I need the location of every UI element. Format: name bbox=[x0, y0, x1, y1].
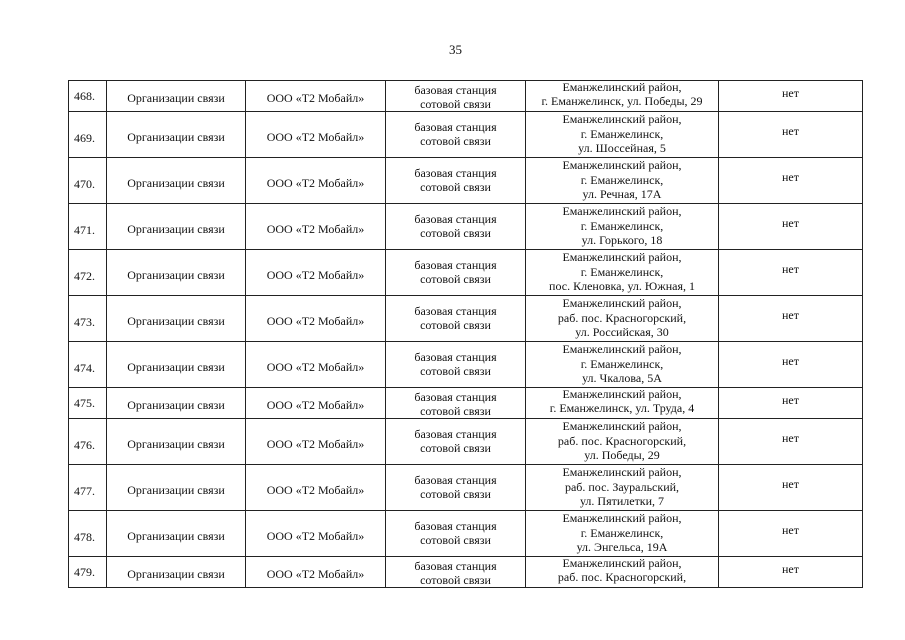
row-number: 476. bbox=[69, 419, 107, 465]
object-line: базовая станция bbox=[414, 166, 497, 180]
object-cell bbox=[386, 465, 526, 511]
register-table-body bbox=[69, 81, 863, 588]
table-row bbox=[69, 250, 863, 296]
category-cell: Организации связи bbox=[107, 296, 246, 342]
organization-cell: ООО «Т2 Мобайл» bbox=[246, 250, 386, 296]
value-cell: нет bbox=[719, 81, 863, 112]
address-line: Еманжелинский район, bbox=[562, 419, 682, 433]
organization-cell: ООО «Т2 Мобайл» bbox=[246, 342, 386, 388]
row-number: 475. bbox=[69, 388, 107, 419]
address-line: г. Еманжелинск, bbox=[580, 356, 664, 371]
address-line: ул. Энгельса, 19А bbox=[576, 540, 668, 554]
table-row bbox=[69, 296, 863, 342]
row-number: 471. bbox=[69, 204, 107, 250]
object-cell bbox=[386, 204, 526, 250]
category-cell: Организации связи bbox=[107, 557, 246, 588]
table-row bbox=[69, 557, 863, 588]
value-cell: нет bbox=[719, 250, 863, 296]
row-number: 469. bbox=[69, 112, 107, 158]
register-table bbox=[68, 80, 863, 588]
address-line: Еманжелинский район, bbox=[562, 204, 682, 218]
table-row bbox=[69, 204, 863, 250]
object-line: базовая станция bbox=[414, 390, 497, 404]
category-cell: Организации связи bbox=[107, 342, 246, 388]
address-cell bbox=[526, 342, 719, 388]
table-row bbox=[69, 112, 863, 158]
value-cell: нет bbox=[719, 112, 863, 158]
address-line: Еманжелинский район, bbox=[562, 250, 682, 264]
value-cell: нет bbox=[719, 419, 863, 465]
organization-cell: ООО «Т2 Мобайл» bbox=[246, 388, 386, 419]
value-cell: нет bbox=[719, 158, 863, 204]
value-cell: нет bbox=[719, 557, 863, 588]
address-cell bbox=[526, 388, 719, 419]
organization-cell: ООО «Т2 Мобайл» bbox=[246, 557, 386, 588]
organization-cell: ООО «Т2 Мобайл» bbox=[246, 296, 386, 342]
category-cell: Организации связи bbox=[107, 158, 246, 204]
table-row bbox=[69, 158, 863, 204]
address-cell bbox=[526, 204, 719, 250]
address-line: ул. Российская, 30 bbox=[575, 325, 669, 339]
address-line: г. Еманжелинск, bbox=[580, 172, 664, 187]
address-line: ул. Пятилетки, 7 bbox=[579, 494, 665, 508]
object-cell bbox=[386, 296, 526, 342]
value-cell: нет bbox=[719, 511, 863, 557]
address-line: г. Еманжелинск, bbox=[580, 126, 664, 141]
address-line: раб. пос. Красногорский, bbox=[557, 433, 687, 448]
address-line: г. Еманжелинск, bbox=[580, 218, 664, 233]
table-row bbox=[69, 342, 863, 388]
category-cell: Организации связи bbox=[107, 204, 246, 250]
table-row bbox=[69, 419, 863, 465]
table-row bbox=[69, 81, 863, 112]
object-cell bbox=[386, 112, 526, 158]
object-line: сотовой связи bbox=[420, 533, 491, 547]
address-line: ул. Речная, 17А bbox=[582, 187, 662, 201]
object-line: сотовой связи bbox=[420, 404, 491, 418]
row-number: 472. bbox=[69, 250, 107, 296]
row-number: 479. bbox=[69, 557, 107, 588]
address-line: Еманжелинский район, bbox=[562, 80, 682, 94]
object-line: сотовой связи bbox=[420, 97, 491, 111]
object-line: базовая станция bbox=[414, 258, 497, 272]
address-line: ул. Шоссейная, 5 bbox=[578, 141, 666, 155]
row-number: 473. bbox=[69, 296, 107, 342]
row-number: 470. bbox=[69, 158, 107, 204]
address-cell bbox=[526, 511, 719, 557]
address-line: ул. Победы, 29 bbox=[584, 448, 660, 462]
address-line: г. Еманжелинск, ул. Труда, 4 bbox=[549, 400, 695, 415]
address-cell bbox=[526, 419, 719, 465]
object-line: базовая станция bbox=[414, 473, 497, 487]
organization-cell: ООО «Т2 Мобайл» bbox=[246, 465, 386, 511]
object-line: базовая станция bbox=[414, 83, 497, 97]
table-row bbox=[69, 465, 863, 511]
object-line: сотовой связи bbox=[420, 272, 491, 286]
address-line: г. Еманжелинск, bbox=[580, 264, 664, 279]
value-cell: нет bbox=[719, 296, 863, 342]
row-number: 477. bbox=[69, 465, 107, 511]
category-cell: Организации связи bbox=[107, 465, 246, 511]
address-line: ул. Чкалова, 5А bbox=[582, 371, 662, 385]
organization-cell: ООО «Т2 Мобайл» bbox=[246, 81, 386, 112]
object-cell bbox=[386, 388, 526, 419]
object-cell bbox=[386, 81, 526, 112]
category-cell: Организации связи bbox=[107, 388, 246, 419]
organization-cell: ООО «Т2 Мобайл» bbox=[246, 511, 386, 557]
address-line: раб. пос. Зауральский, bbox=[564, 479, 680, 494]
object-line: сотовой связи bbox=[420, 441, 491, 455]
organization-cell: ООО «Т2 Мобайл» bbox=[246, 112, 386, 158]
category-cell: Организации связи bbox=[107, 419, 246, 465]
object-line: сотовой связи bbox=[420, 573, 491, 587]
object-line: сотовой связи bbox=[420, 180, 491, 194]
category-cell: Организации связи bbox=[107, 81, 246, 112]
table-row bbox=[69, 388, 863, 419]
category-cell: Организации связи bbox=[107, 112, 246, 158]
address-line: Еманжелинский район, bbox=[562, 342, 682, 356]
address-line: г. Еманжелинск, bbox=[580, 525, 664, 540]
address-line: Еманжелинский район, bbox=[562, 112, 682, 126]
address-line: г. Еманжелинск, ул. Победы, 29 bbox=[541, 93, 703, 108]
organization-cell: ООО «Т2 Мобайл» bbox=[246, 158, 386, 204]
row-number: 468. bbox=[69, 81, 107, 112]
row-number: 474. bbox=[69, 342, 107, 388]
object-cell bbox=[386, 342, 526, 388]
object-line: базовая станция bbox=[414, 427, 497, 441]
value-cell: нет bbox=[719, 465, 863, 511]
object-line: базовая станция bbox=[414, 350, 497, 364]
address-cell bbox=[526, 250, 719, 296]
address-line: Еманжелинский район, bbox=[562, 296, 682, 310]
value-cell: нет bbox=[719, 388, 863, 419]
value-cell: нет bbox=[719, 342, 863, 388]
object-line: базовая станция bbox=[414, 559, 497, 573]
address-line: раб. пос. Красногорский, bbox=[557, 310, 687, 325]
object-cell bbox=[386, 419, 526, 465]
address-line: Еманжелинский район, bbox=[562, 511, 682, 525]
object-line: базовая станция bbox=[414, 304, 497, 318]
address-cell bbox=[526, 296, 719, 342]
address-cell bbox=[526, 81, 719, 112]
object-cell bbox=[386, 158, 526, 204]
address-line: Еманжелинский район, bbox=[562, 556, 682, 570]
object-line: сотовой связи bbox=[420, 226, 491, 240]
value-cell: нет bbox=[719, 204, 863, 250]
object-cell bbox=[386, 250, 526, 296]
address-cell bbox=[526, 557, 719, 588]
address-line: ул. Горького, 18 bbox=[581, 233, 663, 247]
address-cell bbox=[526, 158, 719, 204]
address-cell bbox=[526, 112, 719, 158]
object-line: сотовой связи bbox=[420, 364, 491, 378]
address-line: Еманжелинский район, bbox=[562, 158, 682, 172]
object-line: сотовой связи bbox=[420, 318, 491, 332]
object-line: сотовой связи bbox=[420, 487, 491, 501]
object-line: базовая станция bbox=[414, 519, 497, 533]
category-cell: Организации связи bbox=[107, 250, 246, 296]
organization-cell: ООО «Т2 Мобайл» bbox=[246, 204, 386, 250]
address-line: раб. пос. Красногорский, bbox=[557, 569, 687, 584]
table-row bbox=[69, 511, 863, 557]
object-line: базовая станция bbox=[414, 212, 497, 226]
organization-cell: ООО «Т2 Мобайл» bbox=[246, 419, 386, 465]
address-line: Еманжелинский район, bbox=[562, 465, 682, 479]
category-cell: Организации связи bbox=[107, 511, 246, 557]
object-cell bbox=[386, 511, 526, 557]
object-line: сотовой связи bbox=[420, 134, 491, 148]
row-number: 478. bbox=[69, 511, 107, 557]
address-cell bbox=[526, 465, 719, 511]
page-number: 35 bbox=[449, 42, 462, 57]
address-line: Еманжелинский район, bbox=[562, 387, 682, 401]
object-line: базовая станция bbox=[414, 120, 497, 134]
address-line: пос. Кленовка, ул. Южная, 1 bbox=[549, 279, 695, 293]
object-cell bbox=[386, 557, 526, 588]
